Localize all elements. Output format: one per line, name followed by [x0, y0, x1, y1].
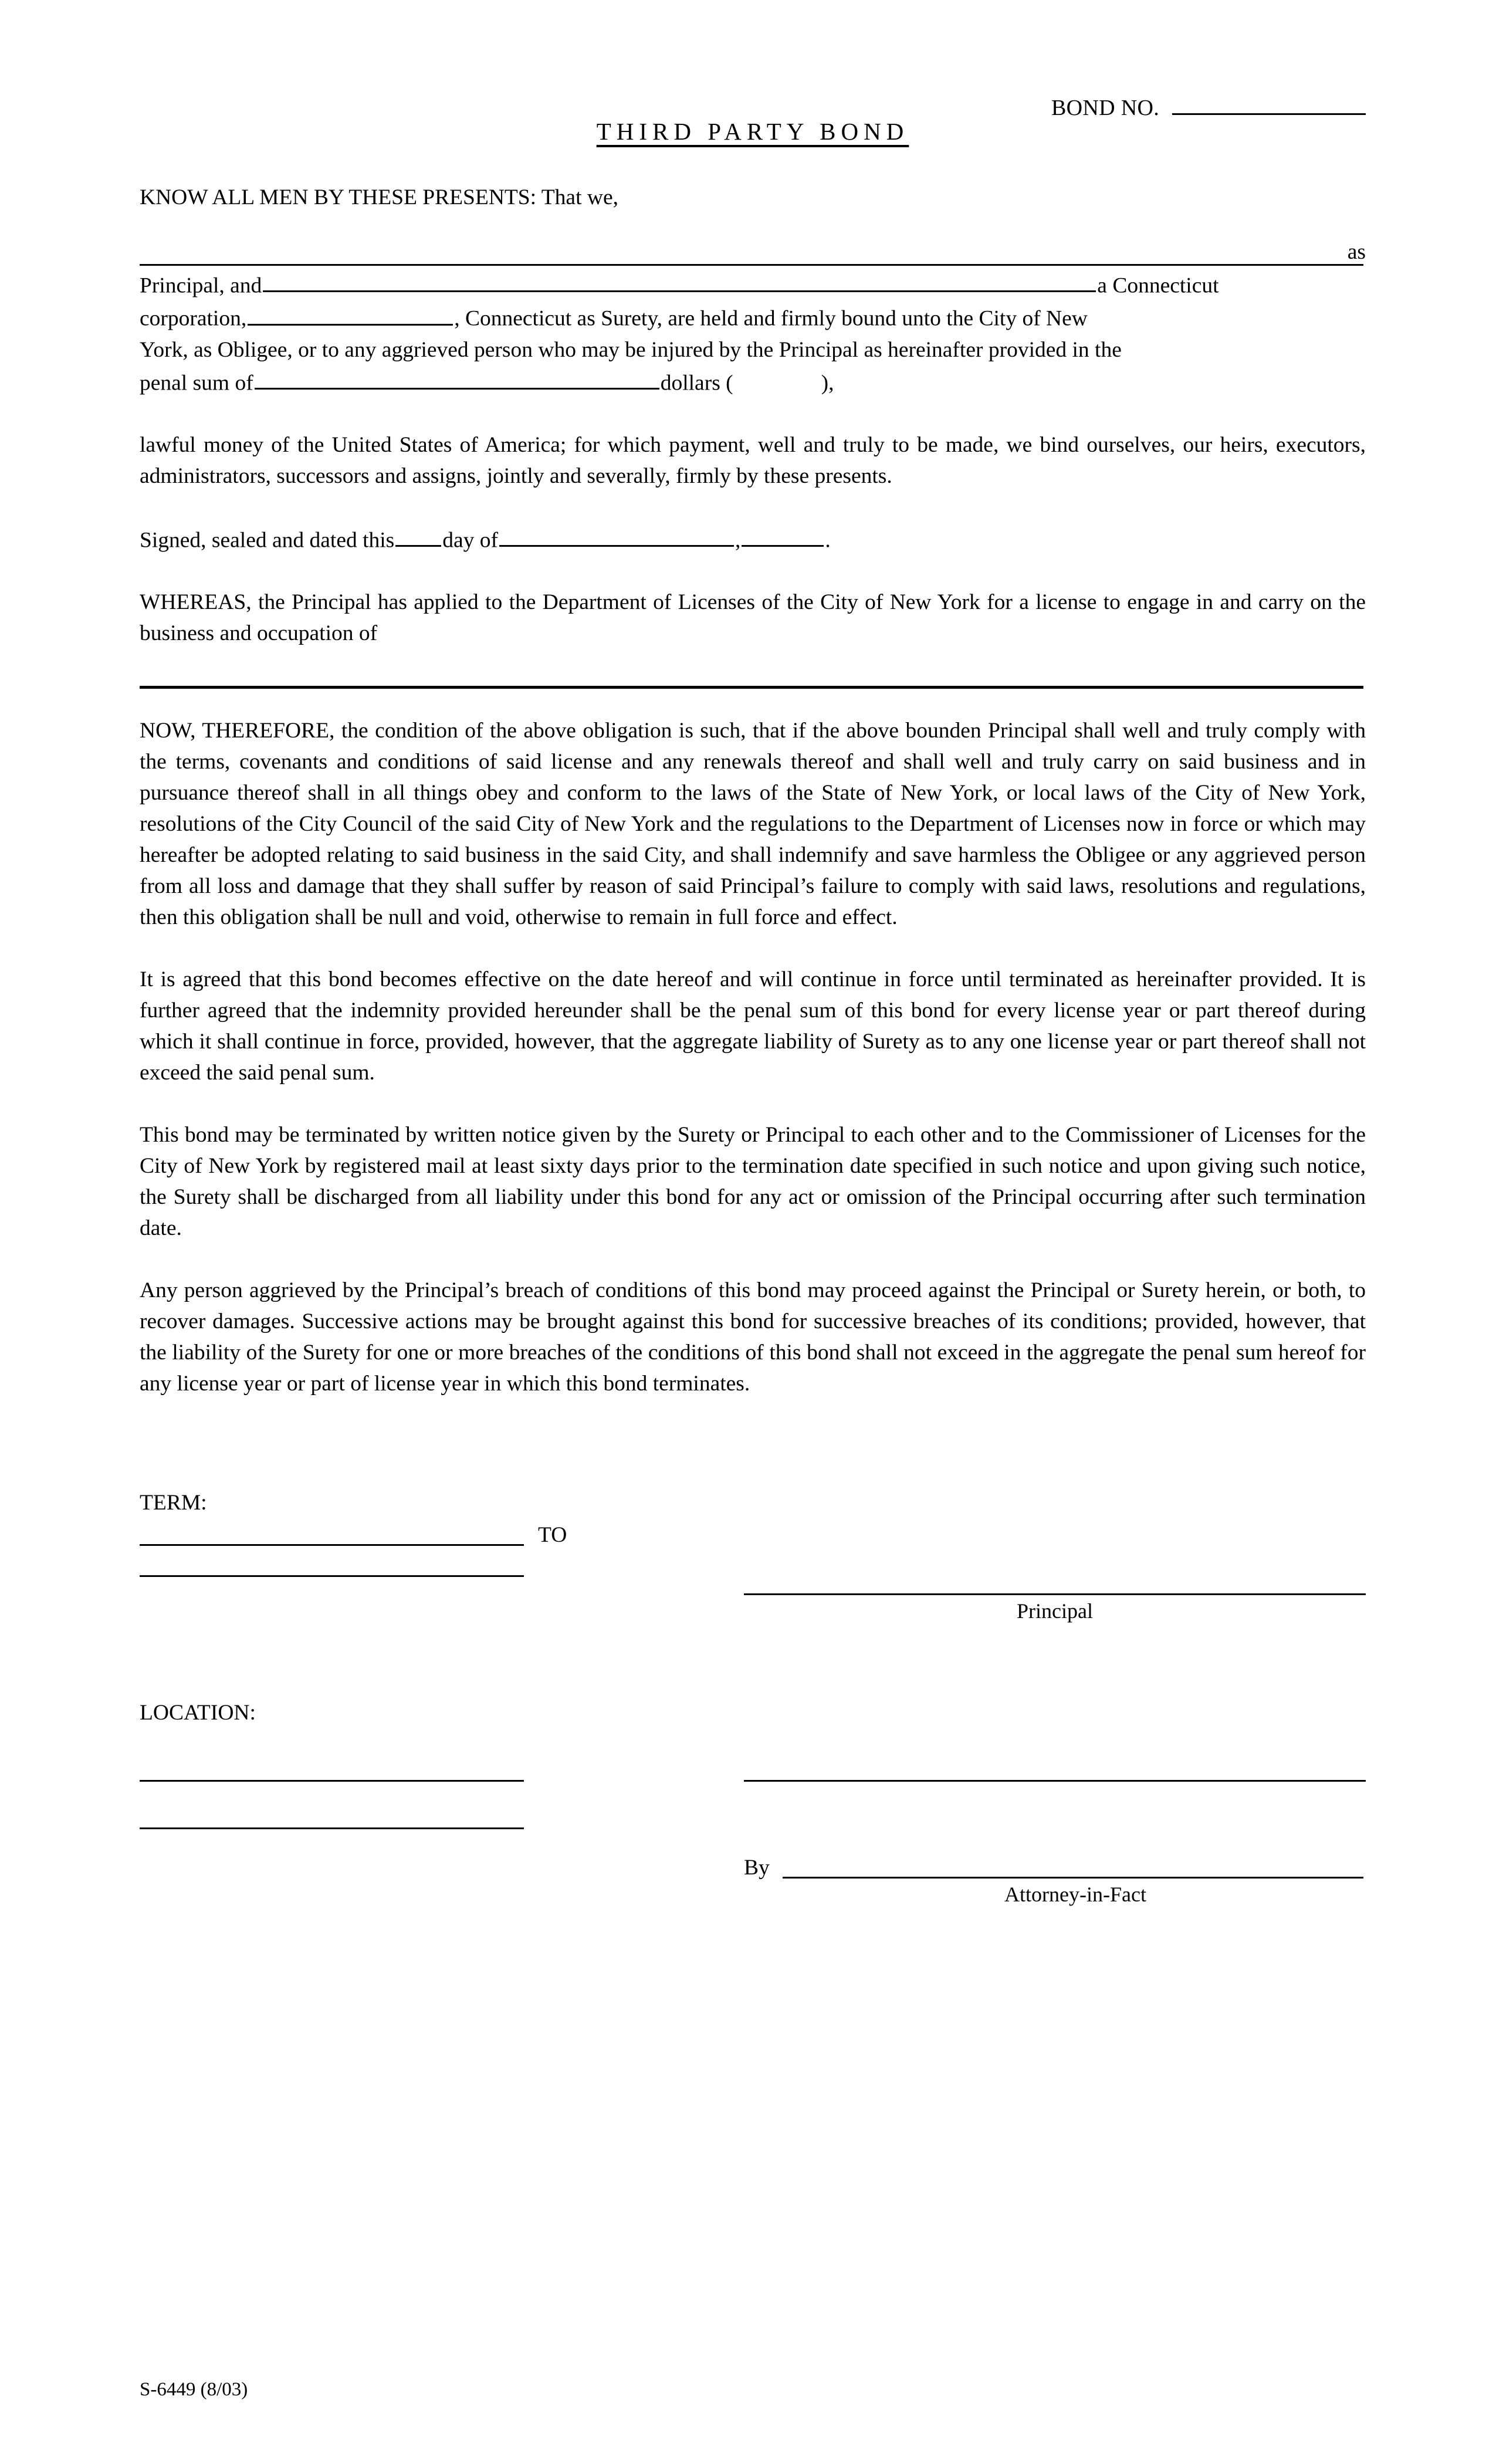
signed-comma: , — [735, 528, 741, 552]
spacer — [140, 398, 1366, 429]
bond-number-label: BOND NO. — [1051, 96, 1159, 120]
spacer — [140, 1624, 1366, 1697]
term-from-row — [140, 1524, 726, 1546]
by-label: By — [744, 1856, 770, 1880]
spacer — [140, 933, 1366, 964]
corporation-line — [140, 301, 1366, 334]
dollars-open-label: dollars ( — [660, 370, 733, 395]
spacer — [140, 1244, 1366, 1275]
penal-sum-line — [140, 365, 1366, 398]
corporation-city-blank[interactable] — [248, 301, 453, 325]
location-row — [140, 1734, 1366, 1922]
day-blank[interactable] — [395, 523, 441, 547]
effective-term-paragraph: It is agreed that this bond becomes effective on the date hereof and will continue in force until terminated as hereinafter provided. It is further agreed that the indemnity provided hereunder shall be the penal sum of this bond for every license year or part thereof during which it shall continue in force, provided, however, that the aggregate liability of Surety as to any one license year or part thereof shall not exceed the said penal sum. — [140, 967, 1366, 1085]
spacer — [140, 649, 1366, 686]
principal-and-line — [140, 268, 1366, 301]
corporation-label: corporation, — [140, 306, 247, 331]
whereas-paragraph: WHEREAS, the Principal has applied to the Department of Licenses of the City of New York for a license to engage in and carry on the business and occupation of — [140, 590, 1366, 645]
now-therefore-paragraph: NOW, THEREFORE, the condition of the above obligation is such, that if the above bounden Principal shall well and truly comply with the terms, covenants and conditions of said license and any renewals thereof and shall well and truly carry on said business and in pursuance thereof shall in all things obey and conform to the laws of the State of New York, or local laws of the City of New York, resolutions of the City Council of the said City of New York and the regulations to the Department of Licenses now in force or which may hereafter be adopted relating to said business in the said City, and shall indemnify and save harmless the Obligee or any aggrieved person from all loss and damage that they shall suffer by reason of said Principal’s failure to comply with said laws, resolutions and regulations, then this obligation shall be null and void, otherwise to remain in full force and effect. — [140, 719, 1366, 929]
lawful-money-paragraph: lawful money of the United States of America; for which payment, well and truly to be made, we bind ourselves, our heirs, executors, administrators, successors and assigns, jointly and severally, firmly by these presents. — [140, 432, 1366, 488]
principal-name-blank[interactable] — [140, 264, 1363, 266]
document-body — [140, 182, 1366, 1399]
paren-close-label: ), — [821, 370, 834, 395]
bond-number-blank[interactable] — [1172, 91, 1366, 115]
attorney-signature-blank[interactable] — [783, 1877, 1363, 1879]
spacer — [140, 556, 1366, 587]
principal-caption: Principal — [1017, 1599, 1093, 1623]
signed-period: . — [825, 528, 831, 552]
month-blank[interactable] — [499, 523, 734, 547]
term-row — [140, 1524, 1366, 1624]
page-title: THIRD PARTY BOND — [596, 118, 909, 145]
opening-line: KNOW ALL MEN BY THESE PRESENTS: That we, — [140, 185, 618, 209]
termination-paragraph: This bond may be terminated by written notice given by the Surety or Principal to each other and to the Commissioner of Licenses for the City of New York by registered mail at least sixty days prior to the termination date specified in such notice and upon giving such notice, the Surety shall be discharged from all liability under this bond for any act or omission of the Principal occurring after such termination date. — [140, 1123, 1366, 1240]
principal-signature-blank[interactable] — [744, 1593, 1366, 1595]
spacer — [140, 689, 1366, 715]
a-connecticut-label: a Connecticut — [1097, 273, 1219, 298]
obligee-line: York, as Obligee, or to any aggrieved person who may be injured by the Principal as hereinafter provided in the — [140, 337, 1122, 362]
location-left-column — [140, 1734, 726, 1829]
term-end-blank[interactable] — [140, 1575, 524, 1577]
term-label: TERM: — [140, 1491, 207, 1515]
surety-name-blank[interactable] — [263, 268, 1096, 292]
by-row — [744, 1857, 1366, 1879]
connecticut-surety-label: , Connecticut as Surety, are held and firmly bound unto the City of New — [454, 306, 1088, 331]
penal-sum-label: penal sum of — [140, 370, 253, 395]
bond-number-field[interactable] — [1051, 91, 1366, 121]
location-line-2-blank[interactable] — [140, 1827, 524, 1829]
term-left-column — [140, 1524, 726, 1577]
location-label: LOCATION: — [140, 1701, 256, 1725]
signed-prefix-label: Signed, sealed and dated this — [140, 528, 395, 552]
spacer — [140, 1088, 1366, 1119]
aggrieved-person-paragraph: Any person aggrieved by the Principal’s breach of conditions of this bond may proceed against the Principal or Surety herein, or both, to recover damages. Successive actions may be brought against this bond for successive breaches of its conditions; provided, however, that the liability of the Surety for one or more breaches of the conditions of this bond shall not exceed in the aggregate the penal sum hereof for any license year or part of license year in which this bond terminates. — [140, 1278, 1366, 1396]
spacer — [140, 492, 1366, 523]
principal-and-label: Principal, and — [140, 273, 262, 298]
term-start-blank[interactable] — [140, 1544, 524, 1546]
attorney-in-fact-caption: Attorney-in-Fact — [1004, 1883, 1146, 1906]
signed-dated-line — [140, 523, 1366, 556]
signature-area — [140, 1487, 1366, 1922]
year-blank[interactable] — [742, 523, 824, 547]
attorney-signature-column — [744, 1734, 1366, 1907]
penal-sum-words-blank[interactable] — [255, 365, 659, 390]
to-label: TO — [538, 1523, 567, 1547]
principal-signature-column — [744, 1524, 1366, 1623]
spacer — [140, 213, 1366, 236]
as-word: as — [1347, 240, 1366, 264]
day-of-label: day of — [442, 528, 499, 552]
form-code-footer: S-6449 (8/03) — [140, 2379, 248, 2400]
